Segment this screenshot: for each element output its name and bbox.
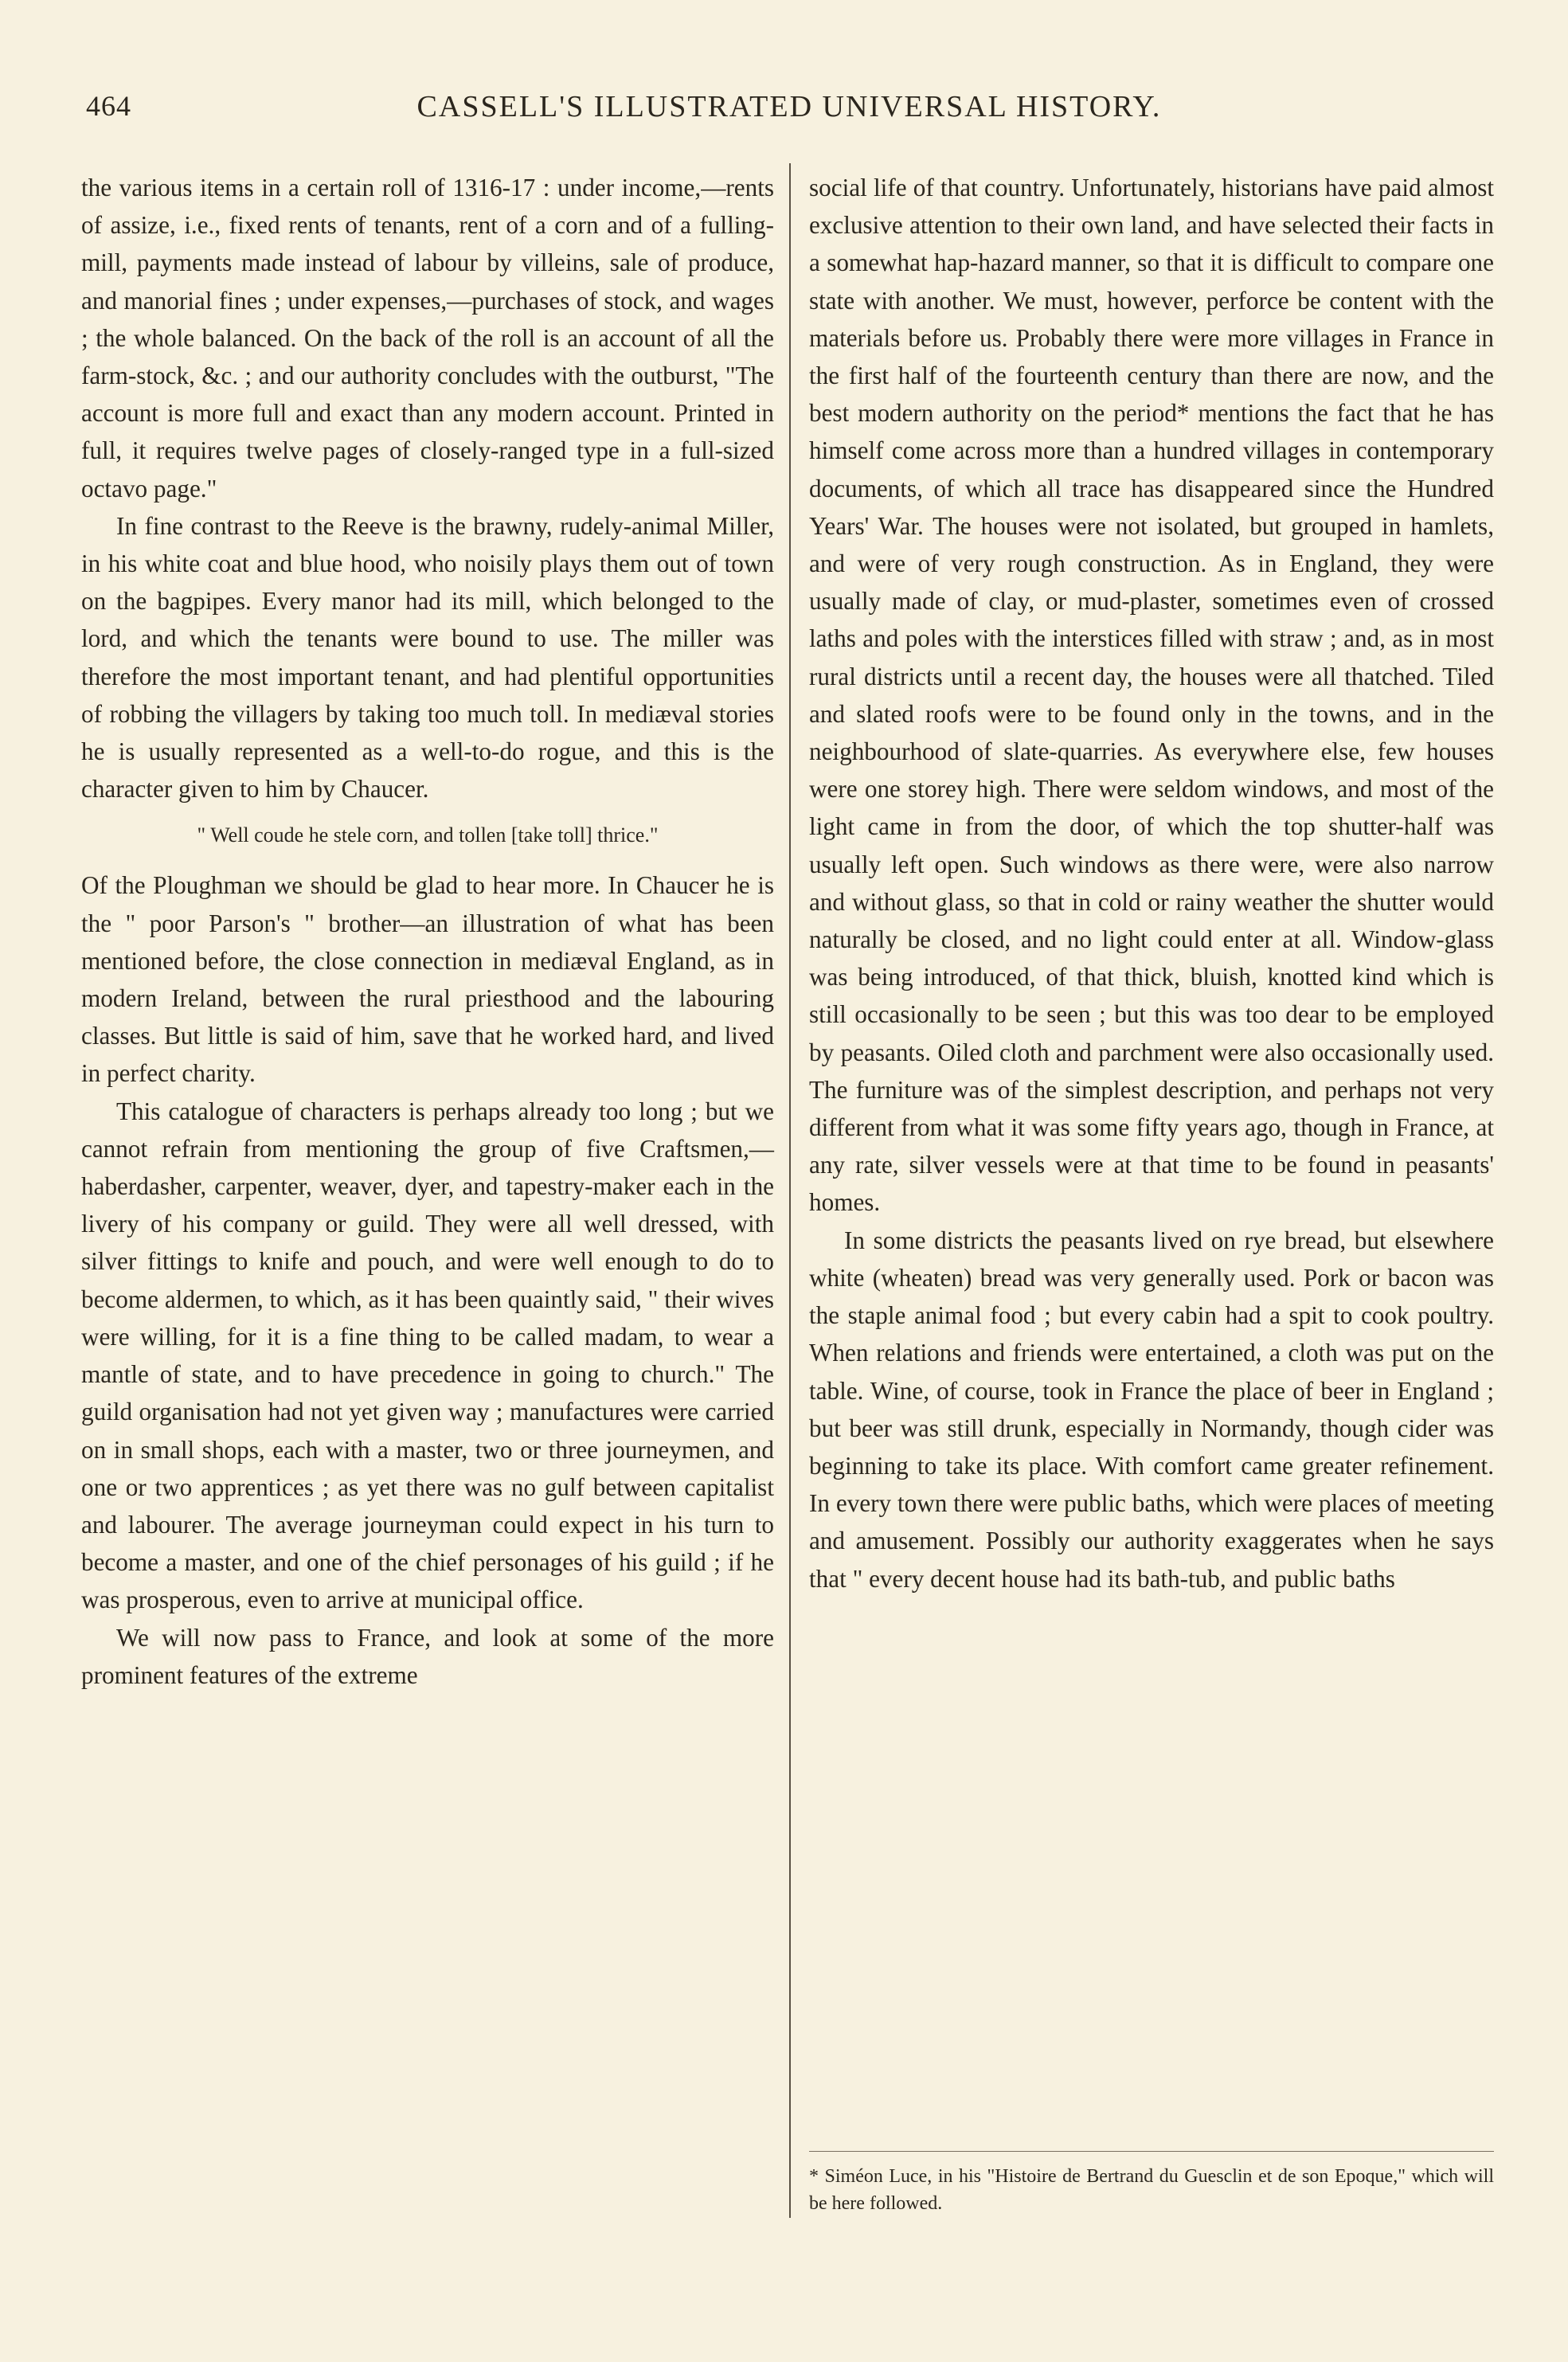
column-divider [789,163,791,2218]
paragraph: social life of that country. Unfortunately, historians have paid almost exclusive attention to their own land, and have selected their facts in a somewhat hap-hazard manner, so that it is difficult to compare one state with another. We must, however, perforce be content with the materials before us. Probably there were more villages in France in the first half of the fourteenth century than there are now, and the best modern authority on the period* mentions the fact that he has himself come across more than a hundred villages in contemporary documents, of which all trace has disappeared since the Hundred Years' War. The houses were not isolated, but grouped in hamlets, and were of very rough construction. As in England, they were usually made of clay, or mud-plaster, sometimes even of crossed laths and poles with the interstices filled with straw ; and, as in most rural districts until a recent day, the houses were all thatched. Tiled and slated roofs were to be found only in the towns, and in the neighbourhood of slate-quarries. As everywhere else, few houses were one storey high. There were seldom windows, and most of the light came in from the door, of which the top shutter-half was usually left open. Such windows as there were, were also narrow and without glass, so that in cold or rainy weather the shutter would naturally be closed, and no light could enter at all. Window-glass was being introduced, of that thick, bluish, knotted kind which is still occasionally to be seen ; but this was too dear to be employed by peasants. Oiled cloth and parchment were also occasionally used. The furniture was of the simplest description, and perhaps not very different from what it was some fifty years ago, though in France, at any rate, silver vessels were at that time to be found in peasants' homes. [809,174,1494,1217]
paragraph: This catalogue of characters is perhaps already too long ; but we cannot refrain from mentioning the group of five Craftsmen,—haberdasher, carpenter, weaver, dyer, and tapestry-maker each in the livery of his company or guild. They were all well dressed, with silver fittings to knife and pouch, and were well enough to do to become aldermen, to which, as it has been quaintly said, " their wives were willing, for it is a fine thing to be called madam, to wear a mantle of state, and to have precedence in going to church." The guild organisation had not yet given way ; manufactures were carried on in small shops, each with a master, two or three journeymen, and one or two apprentices ; as yet there was no gulf between capitalist and labourer. The average journeyman could expect in his turn to become a master, and one of the chief personages of his guild ; if he was prosperous, even to arrive at municipal office. [81,1097,774,1614]
left-column [81,169,774,1694]
paragraph: Of the Ploughman we should be glad to hear more. In Chaucer he is the " poor Parson's " brother—an illustration of what has been mentioned before, the close connection in mediæval England, as in modern Ireland, between the rural priesthood and the labouring classes. But little is said of him, save that he worked hard, and lived in perfect charity. [81,871,774,1088]
footnote: * Siméon Luce, in his "Histoire de Bertrand du Guesclin et de son Epoque," which will be here followed. [809,2166,1494,2214]
page-number: 464 [86,90,131,122]
page-header [86,89,1492,137]
right-column [809,169,1494,1597]
paragraph: In fine contrast to the Reeve is the brawny, rudely-animal Miller, in his white coat and blue hood, who noisily plays them out of town on the bagpipes. Every manor had its mill, which belonged to the lord, and which the tenants were bound to use. The miller was therefore the most important tenant, and had plentiful opportunities of robbing the villagers by taking too much toll. In mediæval stories he is usually represented as a well-to-do rogue, and this is the character given to him by Chaucer. [81,511,774,804]
paragraph: We will now pass to France, and look at some of the more prominent features of the extreme [81,1623,774,1689]
footnote-divider [809,2151,1494,2152]
chaucer-quote: " Well coude he stele corn, and tollen [take toll] thrice." [197,823,659,847]
running-title: CASSELL'S ILLUSTRATED UNIVERSAL HISTORY. [416,90,1162,123]
paragraph: In some districts the peasants lived on rye bread, but elsewhere white (wheaten) bread was very generally used. Pork or bacon was the staple animal food ; but every cabin had a spit to cook poultry. When relations and friends were entertained, a cloth was put on the table. Wine, of course, took in France the place of beer in England ; but beer was still drunk, especially in Normandy, though cider was beginning to take its place. With comfort came greater refinement. In every town there were public baths, which were places of meeting and amusement. Possibly our authority exaggerates when he says that " every decent house had its bath-tub, and public baths [809,1226,1494,1593]
paragraph: the various items in a certain roll of 1316-17 : under income,—rents of assize, i.e., fixed rents of tenants, rent of a corn and of a fulling-mill, payments made instead of labour by villeins, sale of produce, and manorial fines ; under expenses,—purchases of stock, and wages ; the whole balanced. On the back of the roll is an account of all the farm-stock, &c. ; and our authority concludes with the outburst, "The account is more full and exact than any modern account. Printed in full, it requires twelve pages of closely-ranged type in a full-sized octavo page." [81,174,774,503]
